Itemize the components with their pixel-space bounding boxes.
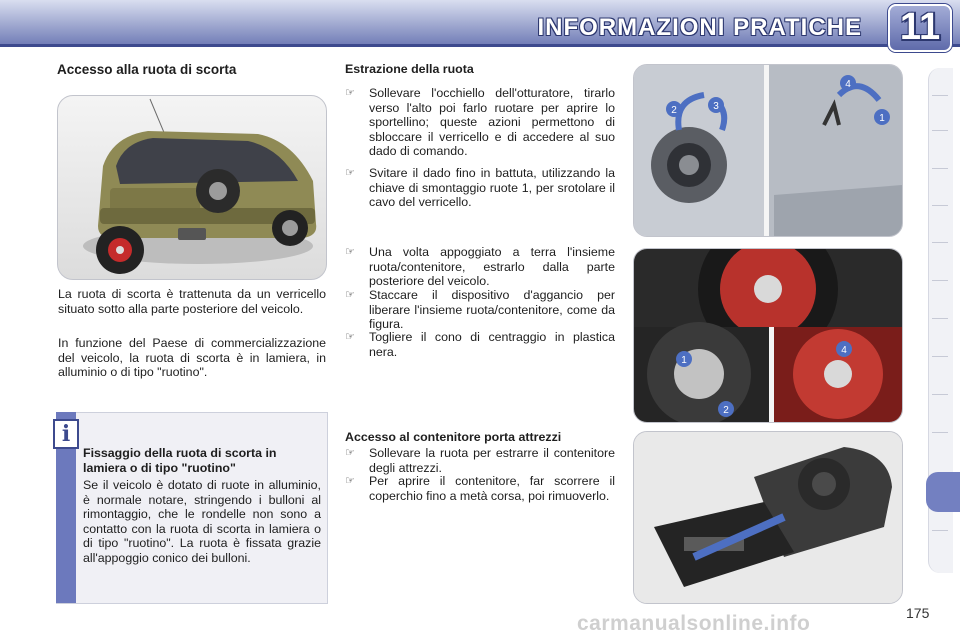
list-item [345,446,615,475]
pointing-hand-icon: ☞ [345,166,355,179]
tab-divider [932,394,948,395]
header-rule [0,44,960,47]
tab-divider [932,205,948,206]
tool-container-photo [633,431,903,604]
section-title: Accesso alla ruota di scorta [57,62,237,77]
tool-container-drawing [634,432,902,603]
list-item-text: Sollevare l'occhiello dell'otturatore, tirarlo verso l'alto poi farlo ruotare per aprire lo sportellino; queste azioni permettono di sbloccare il verricello e di accedere al suo dado di comando. [369,86,615,159]
chapter-tab-active[interactable] [926,472,960,512]
watermark: carmanualsonline.info [577,612,811,635]
winch-photo [633,64,903,237]
pointing-hand-icon: ☞ [345,245,355,258]
figure-label-2: 2 [723,405,729,416]
winch-drawing [634,65,902,236]
spare-wheel-photo [633,248,903,423]
pointing-hand-icon: ☞ [345,330,355,343]
figure-label-2: 2 [671,105,677,116]
tab-divider [932,95,948,96]
car-illustration [57,95,327,280]
list-item [345,86,615,159]
tab-divider [932,242,948,243]
list-item-text: Per aprire il contenitore, far scorrere il coperchio fino a metà corsa, poi rimuoverlo. [369,474,615,503]
figure-label-4: 4 [845,79,851,90]
intro-paragraph: La ruota di scorta è trattenuta da un verricello situato sotto alla parte posteriore del veicolo. [58,287,326,316]
list-item [345,166,615,210]
tab-divider [932,356,948,357]
list-item-text: Una volta appoggiato a terra l'insieme ruota/contenitore, estrarlo dalla parte posteriore del veicolo. [369,245,615,289]
list-item [345,288,615,332]
pointing-hand-icon: ☞ [345,474,355,487]
heading-wheel-extraction: Estrazione della ruota [345,62,474,76]
page-header-title: INFORMAZIONI PRATICHE [537,14,862,41]
country-paragraph: In funzione del Paese di commercializzazione del veicolo, la ruota di scorta è in lamiera, in alluminio o di tipo "ruotino". [58,336,326,380]
list-item [345,245,615,289]
page-number: 175 [906,605,930,621]
info-icon: i [53,419,79,449]
tab-divider [932,432,948,433]
info-box-text: Se il veicolo è dotato di ruote in alluminio, è normale notare, stringendo i bulloni al rimontaggio, che le rondelle non sono a contatto con la ruota di scorta in lamiera o di tipo "ruotino". La ruota è fissata grazie all'appoggio conico dei bulloni. [83,478,321,565]
list-item-text: Staccare il dispositivo d'aggancio per liberare l'insieme ruota/contenitore, come da figura. [369,288,615,332]
list-item [345,474,615,503]
figure-label-1: 1 [879,113,885,124]
list-item-text: Svitare il dado fino in battuta, utilizzando la chiave di smontaggio ruote 1, per srotolare il cavo del verricello. [369,166,615,210]
chapter-number: 11 [899,6,941,48]
list-item-text: Sollevare la ruota per estrarre il contenitore degli attrezzi. [369,446,615,475]
tab-divider [932,318,948,319]
tab-divider [932,130,948,131]
list-item-text: Togliere il cono di centraggio in plastica nera. [369,330,615,359]
info-box-title: Fissaggio della ruota di scorta in lamiera o di tipo "ruotino" [83,446,277,475]
tab-divider [932,530,948,531]
tab-divider [932,168,948,169]
figure-label-4: 4 [841,345,847,356]
tab-divider [932,280,948,281]
pointing-hand-icon: ☞ [345,446,355,459]
pointing-hand-icon: ☞ [345,288,355,301]
figure-label-3: 3 [713,101,719,112]
spare-wheel-drawing [634,249,902,422]
car-drawing [58,96,326,279]
heading-tool-container: Accesso al contenitore porta attrezzi [345,430,562,444]
pointing-hand-icon: ☞ [345,86,355,99]
list-item [345,330,615,359]
figure-label-1: 1 [681,355,687,366]
